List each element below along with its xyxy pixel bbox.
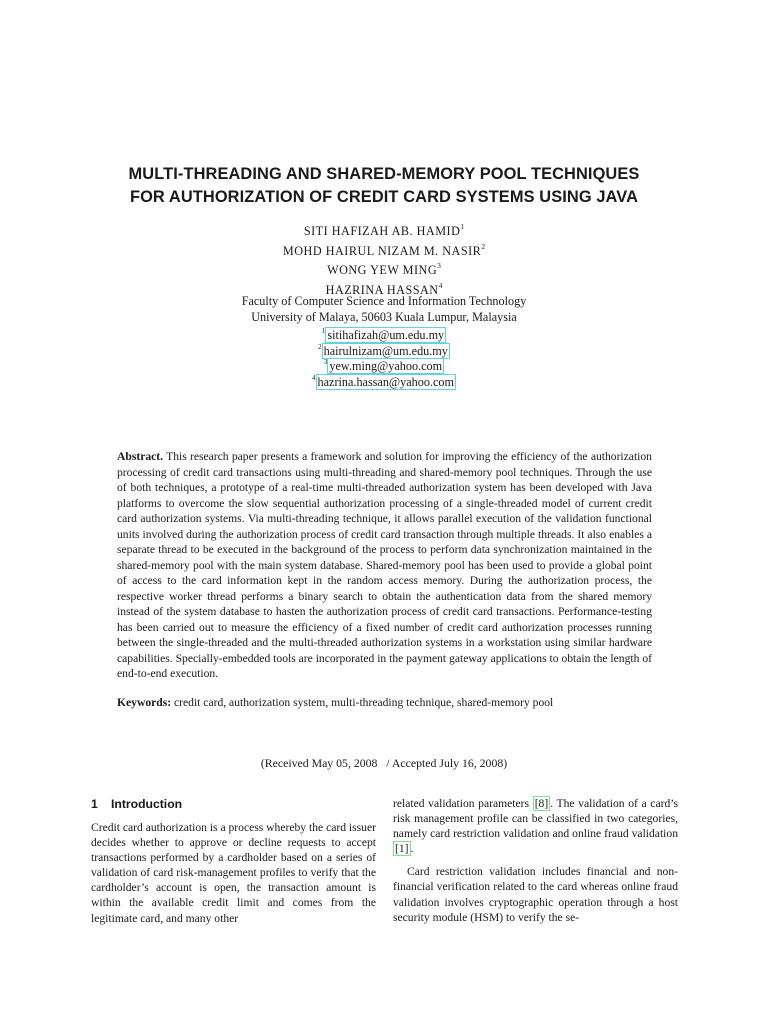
abstract: [117, 449, 652, 682]
title-line: MULTI-THREADING AND SHARED-MEMORY POOL TECHNIQUES: [128, 165, 640, 183]
email-entry: [84, 325, 684, 341]
email-link[interactable]: hairulnizam@um.edu.my: [323, 343, 448, 358]
author-entry: [84, 240, 684, 260]
section-title: Introduction: [111, 797, 183, 811]
keywords-text: credit card, authorization system, multi-threading technique, shared-memory pool: [174, 696, 554, 709]
right-column: [393, 796, 678, 925]
intro-paragraph: Credit card authorization is a process whereby the card issuer decides whether to approve or decline requests to accept transactions performed by a cardholder based on a series of validation of card risk-management profiles to verify that the cardholder’s account is open, the transaction amount is within the available credit limit and comes from the legitimate card, and many other: [91, 821, 376, 925]
author-mark: 1: [460, 222, 465, 231]
email-mark: 3: [323, 358, 328, 366]
email-link[interactable]: hazrina.hassan@yahoo.com: [317, 374, 454, 389]
email-entry: [84, 356, 684, 372]
citation-link[interactable]: [1]: [395, 842, 409, 856]
intro-paragraph-continued: [393, 796, 678, 856]
email-mark: 1: [321, 327, 326, 335]
author-list: [84, 220, 684, 298]
email-entry: [84, 341, 684, 357]
left-column: [91, 796, 376, 926]
text-span: .: [410, 842, 414, 856]
email-entry: [84, 372, 684, 388]
affiliation-line: University of Malaya, 50603 Kuala Lumpur, Malaysia: [251, 309, 517, 324]
text-span: . The validation of a card’s risk management profile can be classified in two categories, namely card restriction validation and online fraud validation: [393, 797, 678, 841]
abstract-text: This research paper presents a framework and solution for improving the efficiency of the authorization processing of credit card transactions using multi-threading and shared-memory pool techniques. Through the use of both techniques, a prototype of a real-time multi-threaded authorization system has been developed with Java platforms to overcome the slow sequential authorization processing of a single-threaded model of current credit card authorization systems. Via multi-threading technique, it allows parallel execution of the validation functional units involved during the authorization process of credit card transaction through multiple threads. It also enables a separate thread to be executed in the background of the process to perform data synchronization maintained in the shared-memory pool with the main system database. Shared-memory pool has been used to provide a global point of access to the card information kept in the random access memory. During the authorization process, the respective worker thread performs a binary search to obtain the authentication data from the shared memory instead of the system database to hasten the authorization process of credit card transactions. Performance-testing has been carried out to measure the efficiency of a fixed number of credit card authorization processes running between the single-threaded and the multi-threaded authorization systems in a workstation using similar hardware capabilities. Specially-embedded tools are incorporated in the payment gateway applications to obtain the length of end-to-end execution.: [117, 450, 652, 680]
author-name: MOHD HAIRUL NIZAM M. NASIR: [282, 243, 482, 258]
email-link[interactable]: yew.ming@yahoo.com: [329, 359, 443, 374]
email-link[interactable]: sitihafizah@um.edu.my: [327, 328, 445, 343]
abstract-label: Abstract.: [117, 450, 164, 463]
author-mark: 3: [437, 261, 441, 271]
email-mark: 4: [312, 373, 316, 382]
received-dates: (Received May 05, 2008 / Accepted July 16, 2008): [260, 756, 508, 770]
author-name: SITI HAFIZAH AB. HAMID: [303, 224, 461, 239]
citation-link[interactable]: [8]: [534, 797, 549, 810]
author-name: WONG YEW MING: [327, 263, 438, 278]
email-list: [84, 325, 684, 387]
author-mark: 2: [481, 241, 486, 251]
affiliation: [84, 294, 684, 325]
author-entry: [84, 220, 684, 240]
author-name: HAZRINA HASSAN: [325, 282, 439, 297]
paper-title: [60, 163, 708, 209]
intro-paragraph: Card restriction validation includes financial and non-financial verification related to the card whereas online fraud validation involves cryptographic operation through a host security module (HSM) to verify the se-: [393, 865, 678, 924]
text-span: related validation parameters: [393, 797, 533, 810]
title-line: FOR AUTHORIZATION OF CREDIT CARD SYSTEMS USING JAVA: [129, 188, 639, 206]
keywords-label: Keywords:: [117, 696, 172, 709]
author-entry: [84, 259, 684, 279]
email-mark: 2: [318, 342, 322, 351]
author-mark: 4: [438, 280, 443, 290]
affiliation-line: Faculty of Computer Science and Information Technology: [241, 294, 527, 308]
section-heading: [91, 796, 376, 812]
keywords: [117, 695, 652, 711]
section-number: 1: [91, 797, 98, 811]
